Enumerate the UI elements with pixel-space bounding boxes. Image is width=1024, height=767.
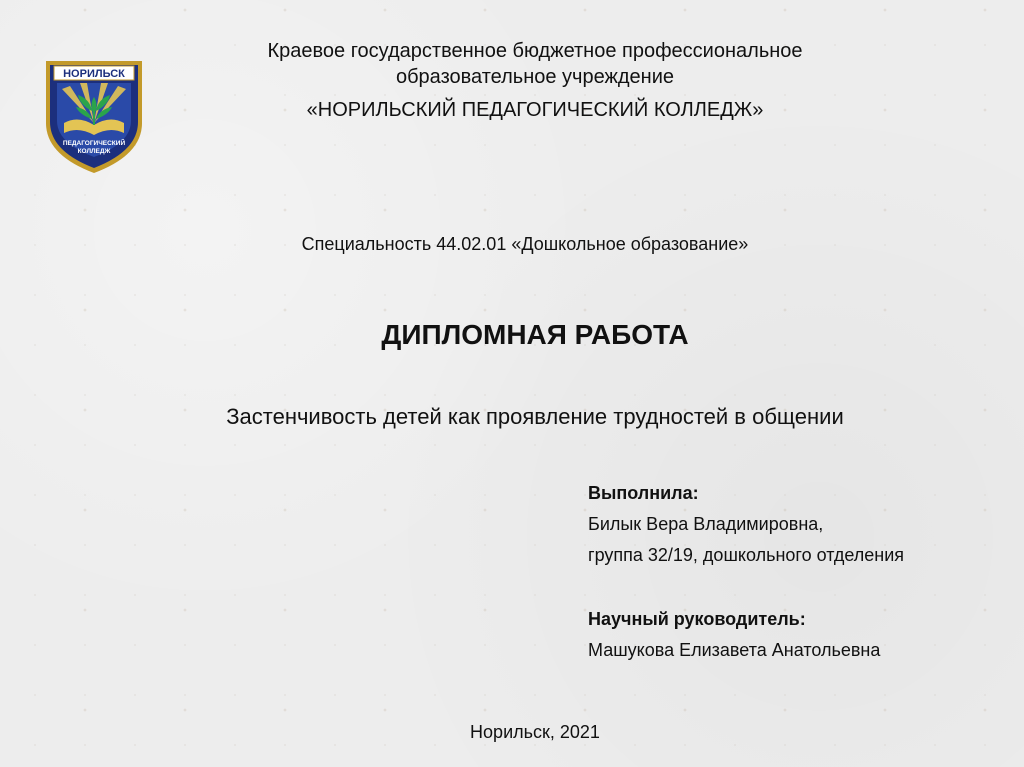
thesis-topic: Застенчивость детей как проявление трудностей в общении <box>226 404 844 429</box>
logo-top-text: НОРИЛЬСК <box>63 68 125 80</box>
header-line-2: образовательное учреждение <box>395 66 675 88</box>
college-emblem-icon <box>40 53 148 178</box>
author-group: группа 32/19, дошкольного отделения <box>588 545 905 565</box>
header-line-1: Краевое государственное бюджетное профессиональное <box>267 40 803 62</box>
supervisor-label: Научный руководитель: <box>588 609 806 629</box>
author-label: Выполнила: <box>588 483 699 503</box>
logo-bottom-text-2: КОЛЛЕДЖ <box>77 148 111 155</box>
header-line-3: «НОРИЛЬСКИЙ ПЕДАГОГИЧЕСКИЙ КОЛЛЕДЖ» <box>306 99 764 121</box>
footer-city-year: Норильск, 2021 <box>470 722 600 742</box>
author-name: Билык Вера Владимировна, <box>588 514 824 534</box>
work-type-title: ДИПЛОМНАЯ РАБОТА <box>381 319 689 350</box>
specialty: Специальность 44.02.01 «Дошкольное образование» <box>301 234 749 254</box>
supervisor-name: Машукова Елизавета Анатольевна <box>588 640 881 660</box>
logo-bottom-text-1: ПЕДАГОГИЧЕСКИЙ <box>62 140 126 147</box>
